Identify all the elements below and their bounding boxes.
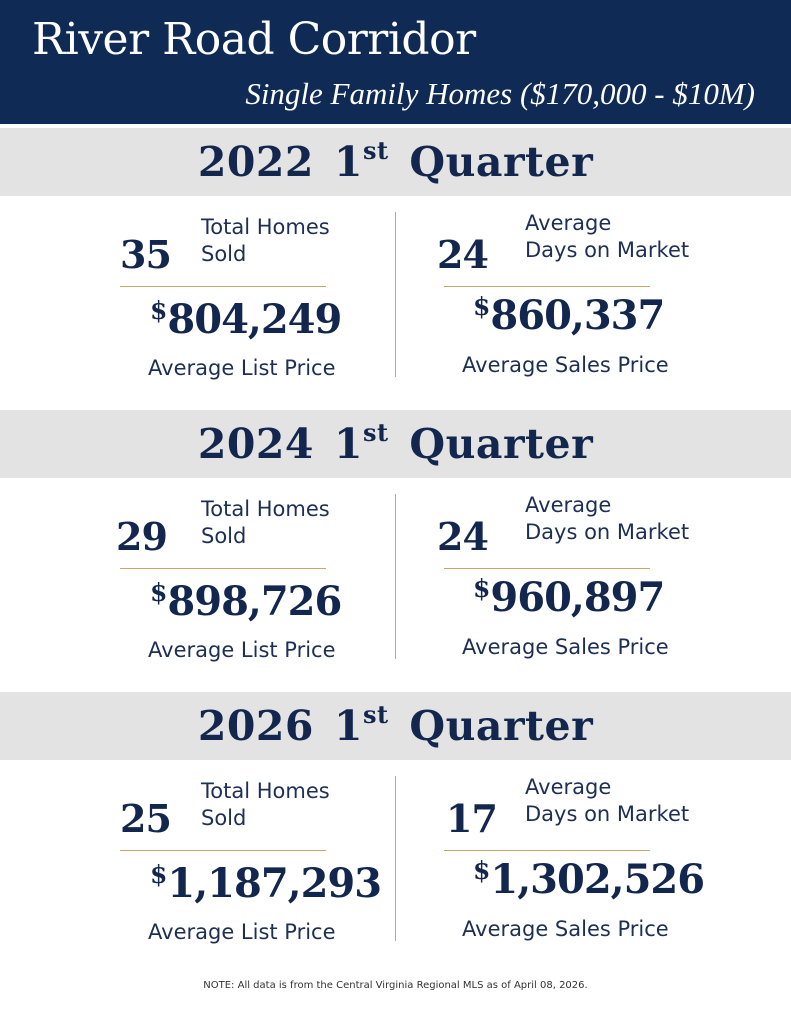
divider-line bbox=[444, 568, 650, 569]
avg-list-price-value: $804,249 bbox=[150, 296, 342, 343]
quarter-heading bbox=[0, 692, 791, 760]
avg-list-price-label: Average List Price bbox=[148, 638, 336, 662]
total-homes-sold-value: 35 bbox=[120, 232, 171, 277]
avg-sales-price-value: $860,337 bbox=[473, 292, 665, 339]
quarter-year: 2022 bbox=[197, 138, 314, 186]
avg-days-on-market-label: Average Days on Market bbox=[525, 211, 690, 262]
total-homes-sold-value: 29 bbox=[116, 514, 167, 559]
avg-list-price-label: Average List Price bbox=[148, 356, 336, 380]
page-title: River Road Corridor bbox=[32, 14, 476, 65]
avg-days-on-market-value: 24 bbox=[437, 514, 488, 559]
divider-line bbox=[444, 286, 650, 287]
avg-sales-price-label: Average Sales Price bbox=[462, 917, 669, 941]
page-subtitle: Single Family Homes ($170,000 - $10M) bbox=[245, 76, 755, 111]
quarter-band-2022 bbox=[0, 128, 791, 196]
quarter-band-2026 bbox=[0, 692, 791, 760]
quarter-suffix: st bbox=[362, 700, 389, 729]
quarter-stats-2026 bbox=[0, 760, 791, 974]
avg-days-on-market-value: 24 bbox=[437, 232, 488, 277]
quarter-heading bbox=[0, 410, 791, 478]
quarter-stats-2022 bbox=[0, 196, 791, 410]
divider-line bbox=[120, 568, 326, 569]
column-divider bbox=[395, 494, 396, 659]
divider-line bbox=[120, 286, 326, 287]
avg-list-price-value: $898,726 bbox=[150, 578, 342, 625]
quarter-heading bbox=[0, 128, 791, 196]
quarter-word: Quarter bbox=[409, 138, 594, 186]
avg-days-on-market-label: Average Days on Market bbox=[525, 775, 690, 826]
quarter-number: 1 bbox=[333, 702, 363, 750]
total-homes-sold-label: Total Homes Sold bbox=[201, 779, 330, 830]
quarter-number: 1 bbox=[333, 138, 363, 186]
avg-sales-price-label: Average Sales Price bbox=[462, 353, 669, 377]
avg-days-on-market-label: Average Days on Market bbox=[525, 493, 690, 544]
total-homes-sold-label: Total Homes Sold bbox=[201, 215, 330, 266]
total-homes-sold-value: 25 bbox=[120, 796, 171, 841]
quarter-suffix: st bbox=[362, 136, 389, 165]
divider-line bbox=[444, 850, 650, 851]
column-divider bbox=[395, 776, 396, 941]
total-homes-sold-label: Total Homes Sold bbox=[201, 497, 330, 548]
quarter-suffix: st bbox=[362, 418, 389, 447]
quarter-stats-2024 bbox=[0, 478, 791, 692]
quarter-word: Quarter bbox=[409, 702, 594, 750]
divider-line bbox=[120, 850, 326, 851]
avg-list-price-value: $1,187,293 bbox=[150, 860, 382, 907]
avg-sales-price-value: $1,302,526 bbox=[473, 856, 705, 903]
header-banner bbox=[0, 0, 791, 124]
quarter-number: 1 bbox=[333, 420, 363, 468]
quarter-band-2024 bbox=[0, 410, 791, 478]
avg-list-price-label: Average List Price bbox=[148, 920, 336, 944]
footer-note: NOTE: All data is from the Central Virginia Regional MLS as of April 08, 2026. bbox=[203, 980, 588, 991]
avg-sales-price-label: Average Sales Price bbox=[462, 635, 669, 659]
column-divider bbox=[395, 212, 396, 377]
quarter-year: 2026 bbox=[197, 702, 314, 750]
avg-sales-price-value: $960,897 bbox=[473, 574, 665, 621]
quarter-word: Quarter bbox=[409, 420, 594, 468]
avg-days-on-market-value: 17 bbox=[446, 796, 497, 841]
quarter-year: 2024 bbox=[197, 420, 314, 468]
